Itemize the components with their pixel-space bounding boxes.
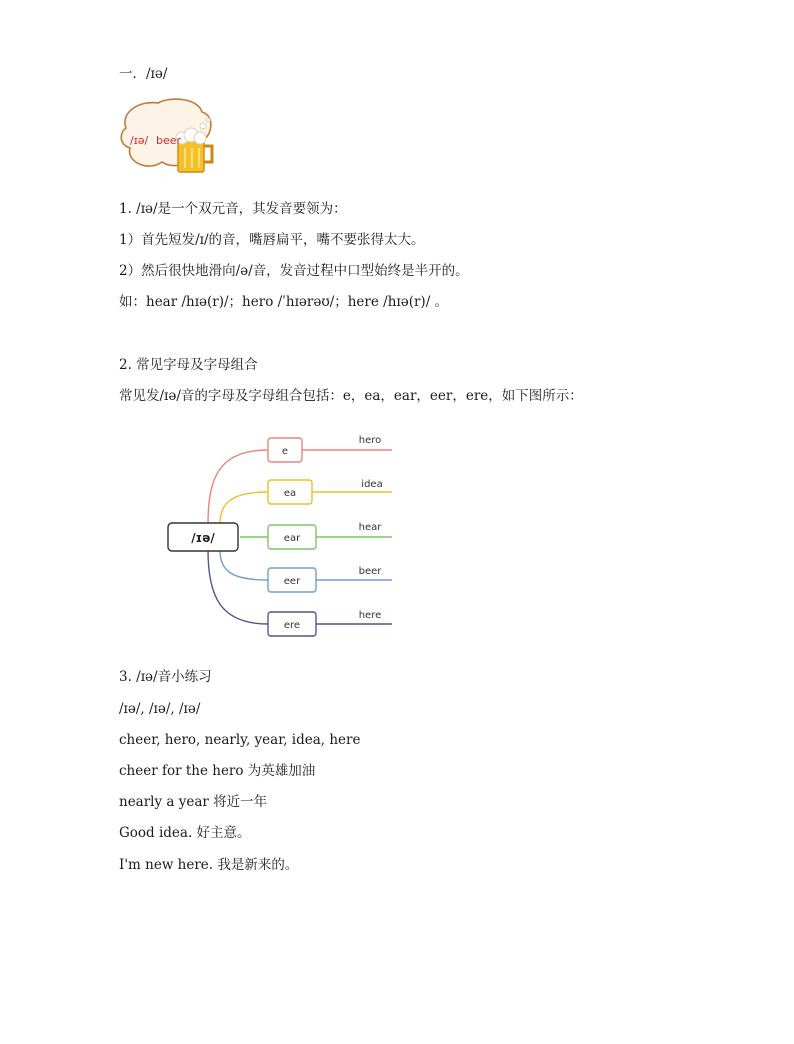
mindmap-diagram bbox=[160, 426, 400, 644]
word-label-idea: idea bbox=[361, 479, 383, 490]
section2-desc: 常见发/ɪə/音的字母及字母组合包括：e，ea，ear，eer，ere，如下图所示： bbox=[119, 388, 583, 404]
section2-title: 2. 常见字母及字母组合 bbox=[119, 357, 258, 373]
word-label-hero: hero bbox=[358, 435, 382, 446]
connector-ea bbox=[220, 492, 268, 524]
word-label-beer: beer bbox=[358, 566, 382, 577]
practice-line-2: cheer, hero, nearly, year, idea, here bbox=[119, 732, 361, 748]
mindmap-root-label: /ɪə/ bbox=[191, 531, 215, 545]
image-ipa: /ɪə/ bbox=[130, 134, 149, 147]
word-label-here: here bbox=[358, 610, 382, 621]
letters-label-eer: eer bbox=[283, 576, 301, 587]
section1-step2: 2）然后很快地滑向/ə/音，发音过程中口型始终是半开的。 bbox=[119, 263, 469, 279]
practice-line-1: /ɪə/, /ɪə/, /ɪə/ bbox=[119, 701, 201, 717]
section-heading: 一．/ɪə/ bbox=[119, 66, 168, 82]
practice-line-6: I'm new here. 我是新来的。 bbox=[119, 857, 299, 873]
letters-label-e: e bbox=[281, 446, 289, 457]
letters-label-ere: ere bbox=[283, 620, 301, 631]
section1-title: 1. /ɪə/是一个双元音，其发音要领为： bbox=[119, 201, 347, 217]
beer-illustration bbox=[118, 98, 218, 178]
letters-label-ea: ea bbox=[283, 488, 297, 499]
connector-e bbox=[208, 450, 268, 524]
word-label-hear: hear bbox=[358, 522, 382, 533]
connector-ere bbox=[208, 550, 268, 624]
practice-line-5: Good idea. 好主意。 bbox=[119, 825, 251, 841]
practice-line-3: cheer for the hero 为英雄加油 bbox=[119, 763, 316, 779]
practice-line-4: nearly a year 将近一年 bbox=[119, 794, 268, 810]
section1-step1: 1）首先短发/ɪ/的音，嘴唇扁平，嘴不要张得太大。 bbox=[119, 232, 425, 248]
section1-examples: 如：hear /hɪə(r)/；hero /ˈhɪərəʊ/；here /hɪə(r)/ 。 bbox=[119, 294, 449, 310]
image-word: beer bbox=[156, 134, 182, 147]
letters-label-ear: ear bbox=[283, 533, 301, 544]
connector-eer bbox=[220, 550, 268, 580]
section3-title: 3. /ɪə/音小练习 bbox=[119, 669, 212, 685]
